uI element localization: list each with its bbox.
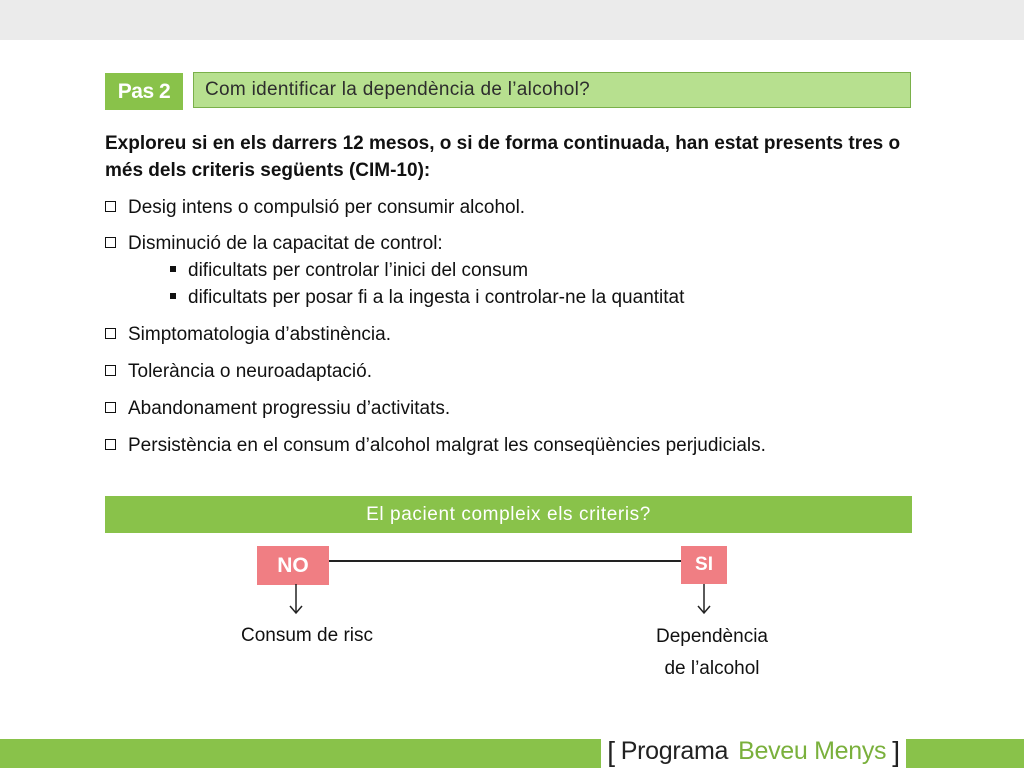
criterion-text: Persistència en el consum d’alcohol malgrat les conseqüències perjudicials. xyxy=(128,435,766,456)
criterion-item xyxy=(105,432,795,459)
logo-text-beveu-menys: Beveu Menys xyxy=(738,737,887,765)
intro-text: Exploreu si en els darrers 12 mesos, o si de forma continuada, han estat presents tres o més dels criteris següents (CIM-10): xyxy=(105,133,901,181)
checkbox-bullet-icon xyxy=(105,365,116,376)
top-band xyxy=(0,0,1024,40)
criterion-text: Disminució de la capacitat de control: xyxy=(128,233,443,254)
checkbox-bullet-icon xyxy=(105,402,116,413)
outcome-si xyxy=(622,621,802,685)
checkbox-bullet-icon xyxy=(105,439,116,450)
checkbox-bullet-icon xyxy=(105,237,116,248)
criterion-item xyxy=(105,321,925,348)
outcome-si-line1: Dependència xyxy=(656,626,768,647)
program-logo xyxy=(601,735,906,768)
step-title: Com identificar la dependència de l’alcohol? xyxy=(193,72,911,108)
square-bullet-icon xyxy=(170,293,176,299)
criterion-text: Tolerància o neuroadaptació. xyxy=(128,361,373,382)
outcome-si-line2: de l’alcohol xyxy=(664,658,760,679)
no-option: NO xyxy=(257,546,329,585)
criterion-item xyxy=(105,194,925,221)
question-banner: El pacient compleix els criteris? xyxy=(105,496,912,533)
sub-criterion-item xyxy=(170,284,684,311)
criterion-text: Simptomatologia d’abstinència. xyxy=(128,324,391,345)
sub-criterion-text: dificultats per posar fi a la ingesta i controlar-ne la quantitat xyxy=(188,287,685,308)
criterion-text: Desig intens o compulsió per consumir alcohol. xyxy=(128,197,526,218)
criterion-item xyxy=(105,230,925,257)
down-arrow-icon xyxy=(697,584,711,616)
connector-line xyxy=(328,560,681,562)
outcome-no: Consum de risc xyxy=(241,625,373,646)
criterion-item xyxy=(105,395,925,422)
step-label: Pas 2 xyxy=(105,73,183,110)
criterion-item xyxy=(105,358,925,385)
si-option: SI xyxy=(681,546,727,584)
logo-open-bracket: [ xyxy=(607,735,615,767)
down-arrow-icon xyxy=(289,584,303,616)
logo-close-bracket: ] xyxy=(892,735,900,767)
checkbox-bullet-icon xyxy=(105,201,116,212)
sub-criterion-item xyxy=(170,257,528,284)
checkbox-bullet-icon xyxy=(105,328,116,339)
square-bullet-icon xyxy=(170,266,176,272)
criterion-text: Abandonament progressiu d’activitats. xyxy=(128,398,451,419)
logo-text-programa: Programa xyxy=(620,737,729,765)
sub-criterion-text: dificultats per controlar l’inici del consum xyxy=(188,260,529,281)
